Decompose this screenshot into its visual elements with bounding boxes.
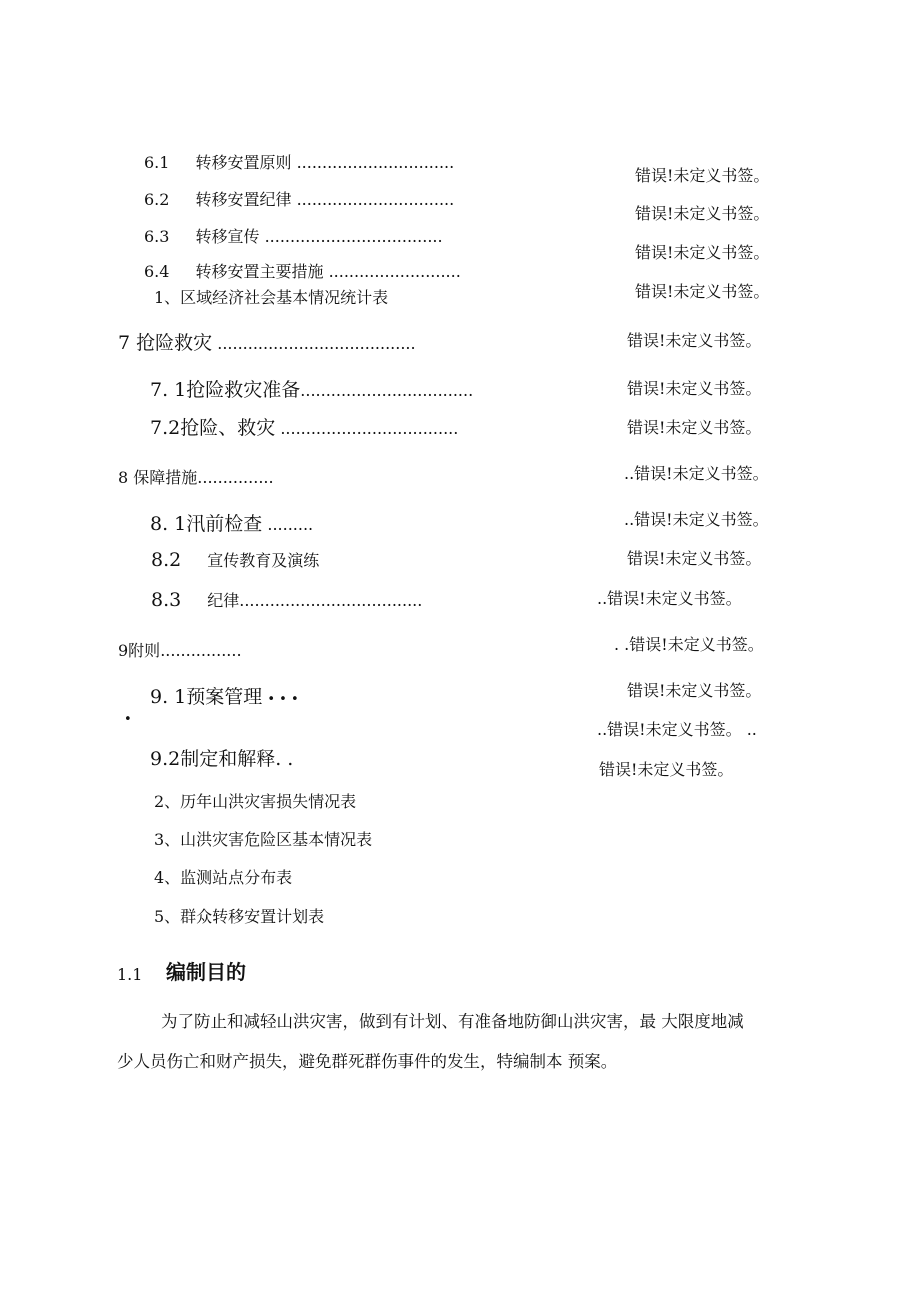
toc-page-ref: . .错误!未定义书签。: [614, 635, 764, 654]
toc-page-ref: 错误!未定义书签。: [627, 549, 762, 568]
toc-title: 宣传教育及演练: [207, 551, 320, 570]
toc-page-ref: ..错误!未定义书签。: [624, 464, 769, 483]
toc-entry-8-1[interactable]: [150, 514, 313, 535]
toc-entry-9[interactable]: [118, 641, 242, 661]
toc-number: 8.2: [151, 549, 182, 571]
section-number: 1.1: [117, 965, 143, 984]
toc-entry-8-3[interactable]: [151, 590, 422, 611]
toc-entry-8[interactable]: [118, 468, 274, 488]
toc-leader: ...................................: [280, 419, 459, 438]
toc-entry-6-1[interactable]: [144, 153, 454, 173]
toc-title: 8 保障措施: [118, 468, 198, 487]
toc-leader: ................: [160, 641, 242, 660]
toc-page-ref: ..错误!未定义书签。: [597, 589, 742, 608]
toc-title: 7. 1抢险救灾准备: [150, 379, 301, 401]
toc-page-ref: 错误!未定义书签。: [635, 204, 770, 223]
toc-title: 转移安置原则: [195, 153, 292, 172]
toc-number: 6.2: [144, 190, 170, 209]
toc-entry-6-4[interactable]: [144, 262, 461, 282]
toc-number: 6.3: [144, 227, 170, 246]
toc-page-ref: 错误!未定义书签。: [627, 681, 762, 700]
toc-leader: .......................................: [217, 334, 416, 353]
toc-entry-9-1[interactable]: [150, 687, 299, 710]
toc-entry-6-2[interactable]: [144, 190, 454, 210]
toc-entry-7-1[interactable]: [150, 380, 473, 401]
toc-entry-8-2[interactable]: [151, 550, 319, 571]
toc-title: 8. 1汛前检查: [150, 513, 263, 535]
toc-page-ref: 错误!未定义书签。: [635, 243, 770, 262]
toc-page-ref: 错误!未定义书签。: [635, 166, 770, 185]
toc-page-ref: ..错误!未定义书签。 ..: [597, 720, 757, 739]
paragraph-line: 为了防止和减轻山洪灾害，做到有计划、有准备地防御山洪灾害，最 大限度地减: [161, 1012, 744, 1031]
toc-title: 9附则: [118, 641, 161, 660]
paragraph-line: 少人员伤亡和财产损失，避免群死群伤事件的发生，特编制本 预案。: [117, 1052, 618, 1071]
toc-title: 9. 1预案管理: [150, 686, 263, 708]
toc-leader: ..........................: [328, 262, 461, 281]
toc-leader: .........: [267, 515, 314, 534]
toc-title: 7.2抢险、救灾: [150, 417, 276, 439]
toc-leader: ...............: [197, 468, 274, 487]
section-title: 编制目的: [166, 960, 246, 984]
toc-number: 8.3: [151, 589, 182, 611]
toc-leader: ..................................: [300, 381, 474, 400]
toc-title: 9.2制定和解释. .: [150, 748, 294, 770]
appendix-item-3[interactable]: 3、山洪灾害危险区基本情况表: [154, 830, 373, 849]
toc-title: 纪律: [207, 591, 240, 610]
toc-page-ref: 错误!未定义书签。: [627, 379, 762, 398]
toc-page-ref: 错误!未定义书签。: [635, 282, 770, 301]
toc-leader: • • •: [267, 692, 299, 707]
toc-page-ref: 错误!未定义书签。: [627, 331, 762, 350]
toc-entry-9-2[interactable]: [150, 749, 293, 770]
appendix-item-2[interactable]: 2、历年山洪灾害损失情况表: [154, 792, 357, 811]
toc-title: 7 抢险救灾: [118, 332, 213, 354]
toc-number: 6.4: [144, 262, 170, 281]
toc-title: 转移宣传: [195, 227, 260, 246]
toc-number: 6.1: [144, 153, 170, 172]
toc-leader-continued: •: [124, 712, 132, 727]
toc-leader: ...............................: [296, 153, 455, 172]
toc-page-ref: 错误!未定义书签。: [627, 418, 762, 437]
appendix-item-4[interactable]: 4、监测站点分布表: [154, 868, 293, 887]
toc-page-ref: ..错误!未定义书签。: [624, 510, 769, 529]
appendix-item-1[interactable]: 1、区域经济社会基本情况统计表: [154, 288, 389, 307]
toc-leader: ...................................: [264, 227, 443, 246]
toc-entry-6-3[interactable]: [144, 227, 443, 247]
toc-entry-7[interactable]: [118, 333, 416, 354]
toc-title: 转移安置主要措施: [195, 262, 324, 281]
appendix-item-5[interactable]: 5、群众转移安置计划表: [154, 907, 325, 926]
toc-leader: ....................................: [239, 591, 423, 610]
toc-entry-7-2[interactable]: [150, 418, 458, 439]
toc-page-ref: 错误!未定义书签。: [599, 760, 734, 779]
toc-title: 转移安置纪律: [195, 190, 292, 209]
toc-leader: ...............................: [296, 190, 455, 209]
